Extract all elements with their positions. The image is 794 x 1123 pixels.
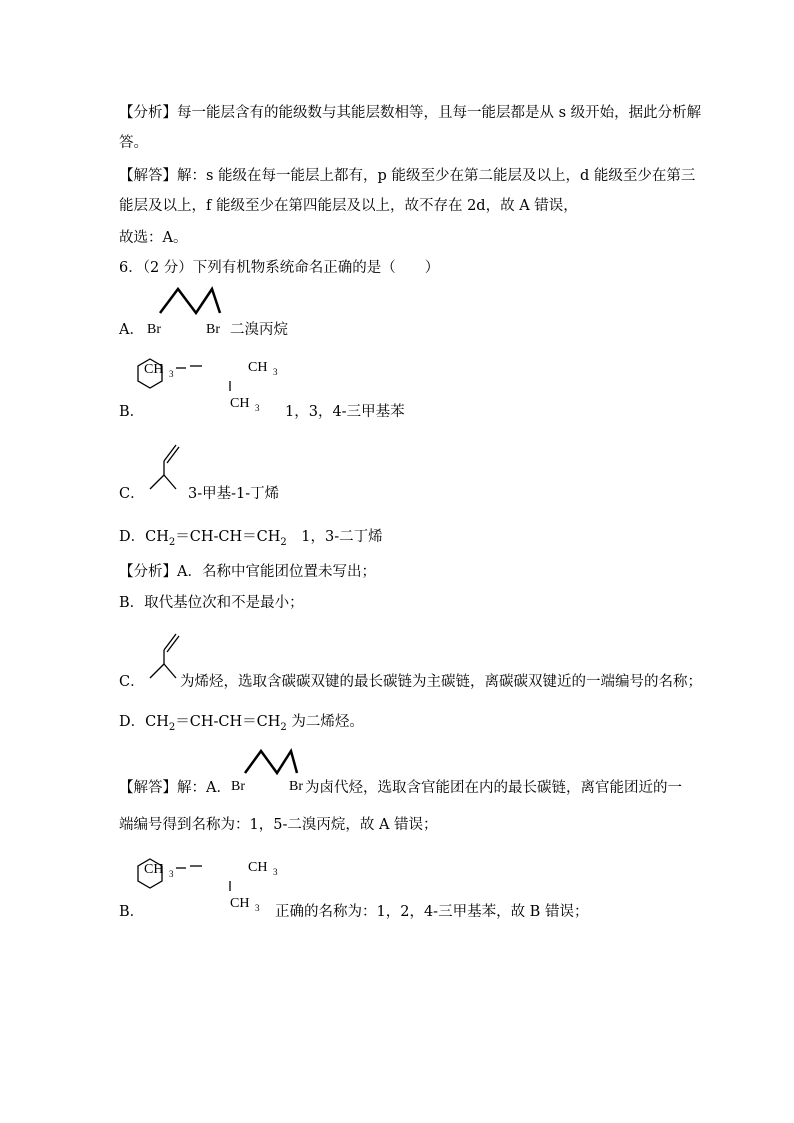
analysis-6-d-label: D． [119,714,146,730]
svg-text:3: 3 [273,867,278,877]
answer-6-a-prefix: 【解答】解：A． [119,780,231,796]
option-a-label: A． [119,322,144,338]
analysis-5-line-1: 【分析】每一能层含有的能级数与其能层数相等，且每一能层都是从 s 级开始，据此分析解 [119,105,702,121]
option-d-sub-2: 2 [280,536,287,548]
answer-6-a-text: 为卤代烃，选取含官能团在内的最长碳链，离官能团近的一 [305,780,682,796]
option-d-sub-1: 2 [168,536,176,548]
trimethylbenzene-structure-answer [140,845,290,920]
analysis-6-d-formula-mid: ＝CH-CH＝CH [175,714,281,730]
svg-text:CH: CH [230,396,250,411]
analysis-6-d-sub-1: 2 [168,721,176,733]
option-d-formula-mid: ＝CH-CH＝CH [175,529,281,545]
analysis-6-c-text: 为烯烃，选取含碳碳双键的最长碳链为主碳链，离碳碳双键近的一端编号的名称； [180,674,702,690]
option-d-formula-pre: CH [145,529,169,545]
svg-text:CH: CH [144,362,164,377]
option-c-name: 3-甲基-1-丁烯 [188,486,280,502]
svg-text:CH: CH [248,860,268,875]
svg-text:Br: Br [289,779,303,794]
analysis-6-a: 【分析】A．名称中官能团位置未写出； [119,564,376,580]
svg-text:CH: CH [230,896,250,911]
svg-text:Br: Br [206,322,220,337]
answer-6-a-line-2: 端编号得到名称为：1，5-二溴丙烷，故 A 错误； [119,817,438,833]
answer-5-line-3: 故选：A。 [119,230,188,246]
option-c-label: C． [119,486,145,502]
analysis-6-c-label: C． [119,674,145,690]
analysis-5-line-2: 答。 [119,135,148,151]
question-6-stem: 6．（2 分）下列有机物系统命名正确的是（ ） [119,260,440,276]
trimethylbenzene-structure-option-b [140,345,290,420]
svg-text:3: 3 [169,869,174,879]
svg-text:3: 3 [255,903,260,913]
answer-6-b-label: B． [119,904,145,920]
svg-text:3: 3 [273,367,278,377]
option-a-name: 二溴丙烷 [230,322,288,338]
option-d-line [119,527,383,553]
svg-text:CH: CH [248,360,268,375]
dibromopropane-structure [140,285,240,340]
answer-5-line-2: 能层及以上，f 能级至少在第四能层及以上，故不存在 2d，故 A 错误， [119,198,578,214]
svg-text:CH: CH [144,862,164,877]
option-b-label: B． [119,404,145,420]
svg-text:Br: Br [147,322,161,337]
svg-text:Br: Br [231,779,245,794]
analysis-6-d-text: 为二烯烃。 [291,714,364,730]
svg-text:3: 3 [255,403,260,413]
option-b-name: 1，3，4-三甲基苯 [285,404,405,420]
svg-text:3: 3 [169,369,174,379]
analysis-6-d-formula-pre: CH [145,714,169,730]
analysis-6-b: B．取代基位次和不是最小； [119,595,304,611]
option-d-name: 1，3-二丁烯 [301,529,383,545]
answer-6-b-text: 正确的名称为：1，2，4-三甲基苯，故 B 错误； [275,904,589,920]
answer-5-line-1: 【解答】解：s 能级在每一能层上都有，p 能级至少在第二能层及以上，d 能级至少在第三 [119,168,696,184]
analysis-6-d [119,712,364,738]
option-d-label: D． [119,529,146,545]
analysis-6-d-sub-2: 2 [280,721,287,733]
